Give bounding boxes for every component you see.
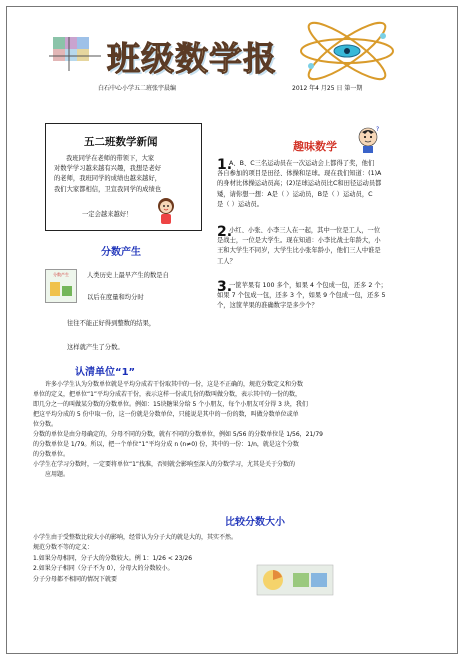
cartoon-girl-icon	[154, 196, 178, 226]
problem-number: 2.	[217, 224, 233, 240]
compare-line: 1.如果分母相同，分子大的分数较大。例 1：1/26 < 23/26	[33, 554, 193, 562]
unit-one-line: 把这平均分成的 5 份中取一份，这一份就是分数单位，只能说是其中的一份的数，叫做分数单位或单	[33, 411, 299, 418]
compare-body	[33, 533, 453, 585]
newspaper-title: 班级数学报	[107, 39, 277, 78]
origin-line-4: 这样就产生了分数。	[67, 344, 124, 351]
problem-number: 3.	[217, 279, 233, 295]
problem-1-line: 各自参加的项目是田径、体操和足球。现在我们知道：(1)A	[217, 170, 382, 178]
problem-2-line: 工人？	[217, 257, 236, 265]
compare-line: 小学生由于受整数比较大小的影响，经常认为分子大的就是大的，其实不然。	[33, 534, 238, 541]
compare-line: 规范分数不等的定义：	[33, 544, 94, 552]
fraction-origin-heading: 分数产生	[101, 247, 141, 258]
news-closing: 一定会越来越好！	[82, 211, 133, 218]
problem-2-line: 是战士，一位是大学生。现在知道：小李比战士年龄大，小	[217, 237, 381, 245]
compare-line: 分子分母都不相同的情况下就要	[33, 575, 118, 583]
problem-2-line: 小红、小张、小李三人在一起，其中一位是工人，一位	[229, 227, 381, 234]
svg-text:?: ?	[376, 126, 380, 133]
unit-one-line: 小学生在学习分数时，一定要将单位“1”找准，否则就会影响至深入的分数学习，尤其是关于分数的	[33, 461, 296, 468]
atom-icon	[297, 21, 397, 81]
origin-line-2: 以后在度量和均分时	[87, 294, 144, 301]
news-box	[45, 123, 202, 231]
problem-1-line: 是（ ）运动员。	[217, 200, 264, 208]
unit-one-body	[33, 380, 451, 480]
problem-number: 1.	[217, 157, 233, 173]
origin-line-1: 人类历史上最早产生的数是自	[87, 272, 169, 279]
unit-one-line: 分数的单位是由分母确定的，分母不同的分数，就有不同的分数单位，例如 5/56 的分数单位是 1/56，21/79	[33, 431, 323, 438]
unit-one-line: 的分数单位。	[33, 451, 70, 458]
school-line: 白石中心小学五二班张宇晨编	[98, 85, 177, 92]
problem-3-line: 个，这筐苹果的准确数字是多少个？	[217, 302, 318, 310]
problem-1-line: A、B、C三名运动员在一次运动会上都得了奖，他们	[229, 160, 375, 167]
decoration-flag	[47, 37, 103, 71]
news-title: 五二班数学新闻	[84, 136, 158, 148]
news-line: 我班同学在老师的带领下，大家	[66, 155, 155, 162]
problem-1-line: 的身材比体操运动员高；(2)足球运动员比C和田径运动员都	[217, 180, 382, 188]
origin-line-3: 往往不能正好得到整数的结果，	[67, 320, 156, 327]
unit-one-line: 单位的定义，把单位“1”平均分成若干份，表示这样一份或几份的数叫做分数，表示其中的一份的数，	[33, 391, 302, 398]
unit-one-line: 即几分之一的叫做某分数的分数单位。例如：15块糖果分给 5 个小朋友，每个小朋友可分得 3 块，我们	[33, 401, 308, 408]
news-line: 我们大家都相信，卫宣我同学的成绩也	[54, 185, 162, 193]
news-line: 对数学学习越来越有兴趣，我想是老好	[54, 165, 162, 173]
unit-one-line: 的分数单位是 1/79。所以，把一个单位“1”平均分成 n (n≠0) 份，其中的一份：1/n，就是这个分数	[33, 441, 299, 448]
problem-1-line: 矮，请你想一想：A是（ ）运动员，B是（ ）运动员，C	[217, 190, 373, 198]
newspaper-page	[6, 6, 458, 654]
fraction-thumbnail	[45, 269, 77, 303]
unit-one-line: 应用题。	[45, 471, 70, 478]
unit-one-line: 位分数。	[33, 421, 58, 428]
unit-one-line: 许多小学生认为分数单位就是平均分成若干份取其中的一份，这是不正确的，规范分数定义和分数	[45, 381, 304, 388]
problem-3-line: 如果 7 个包成一包，还多 3 个，如果 9 个包成一包，还多 5	[217, 292, 386, 300]
problem-2-line: 王和大学生不同岁，大学生比小张年龄小，他们三人中谁是	[217, 247, 381, 255]
problem-3-line: 一筐苹果有 100 多个，如果 4 个包成一包，还多 2 个；	[229, 282, 387, 289]
thumbnail-label: 分数产生	[53, 272, 69, 277]
compare-line: 2.如果分子相同（分子不为 0），分母大的分数较小。	[33, 565, 174, 573]
unit-one-heading: 认清单位“1”	[75, 367, 136, 378]
compare-illustration	[255, 563, 335, 597]
date-line: 2012 年4 月25 日 第一期	[292, 85, 363, 92]
fun-math-heading: 趣味数学	[293, 140, 337, 153]
news-line: 的老师，我班同学的成绩也越来越好，	[54, 175, 162, 183]
compare-heading: 比较分数大小	[225, 517, 285, 528]
cartoon-boy-icon	[354, 125, 382, 153]
